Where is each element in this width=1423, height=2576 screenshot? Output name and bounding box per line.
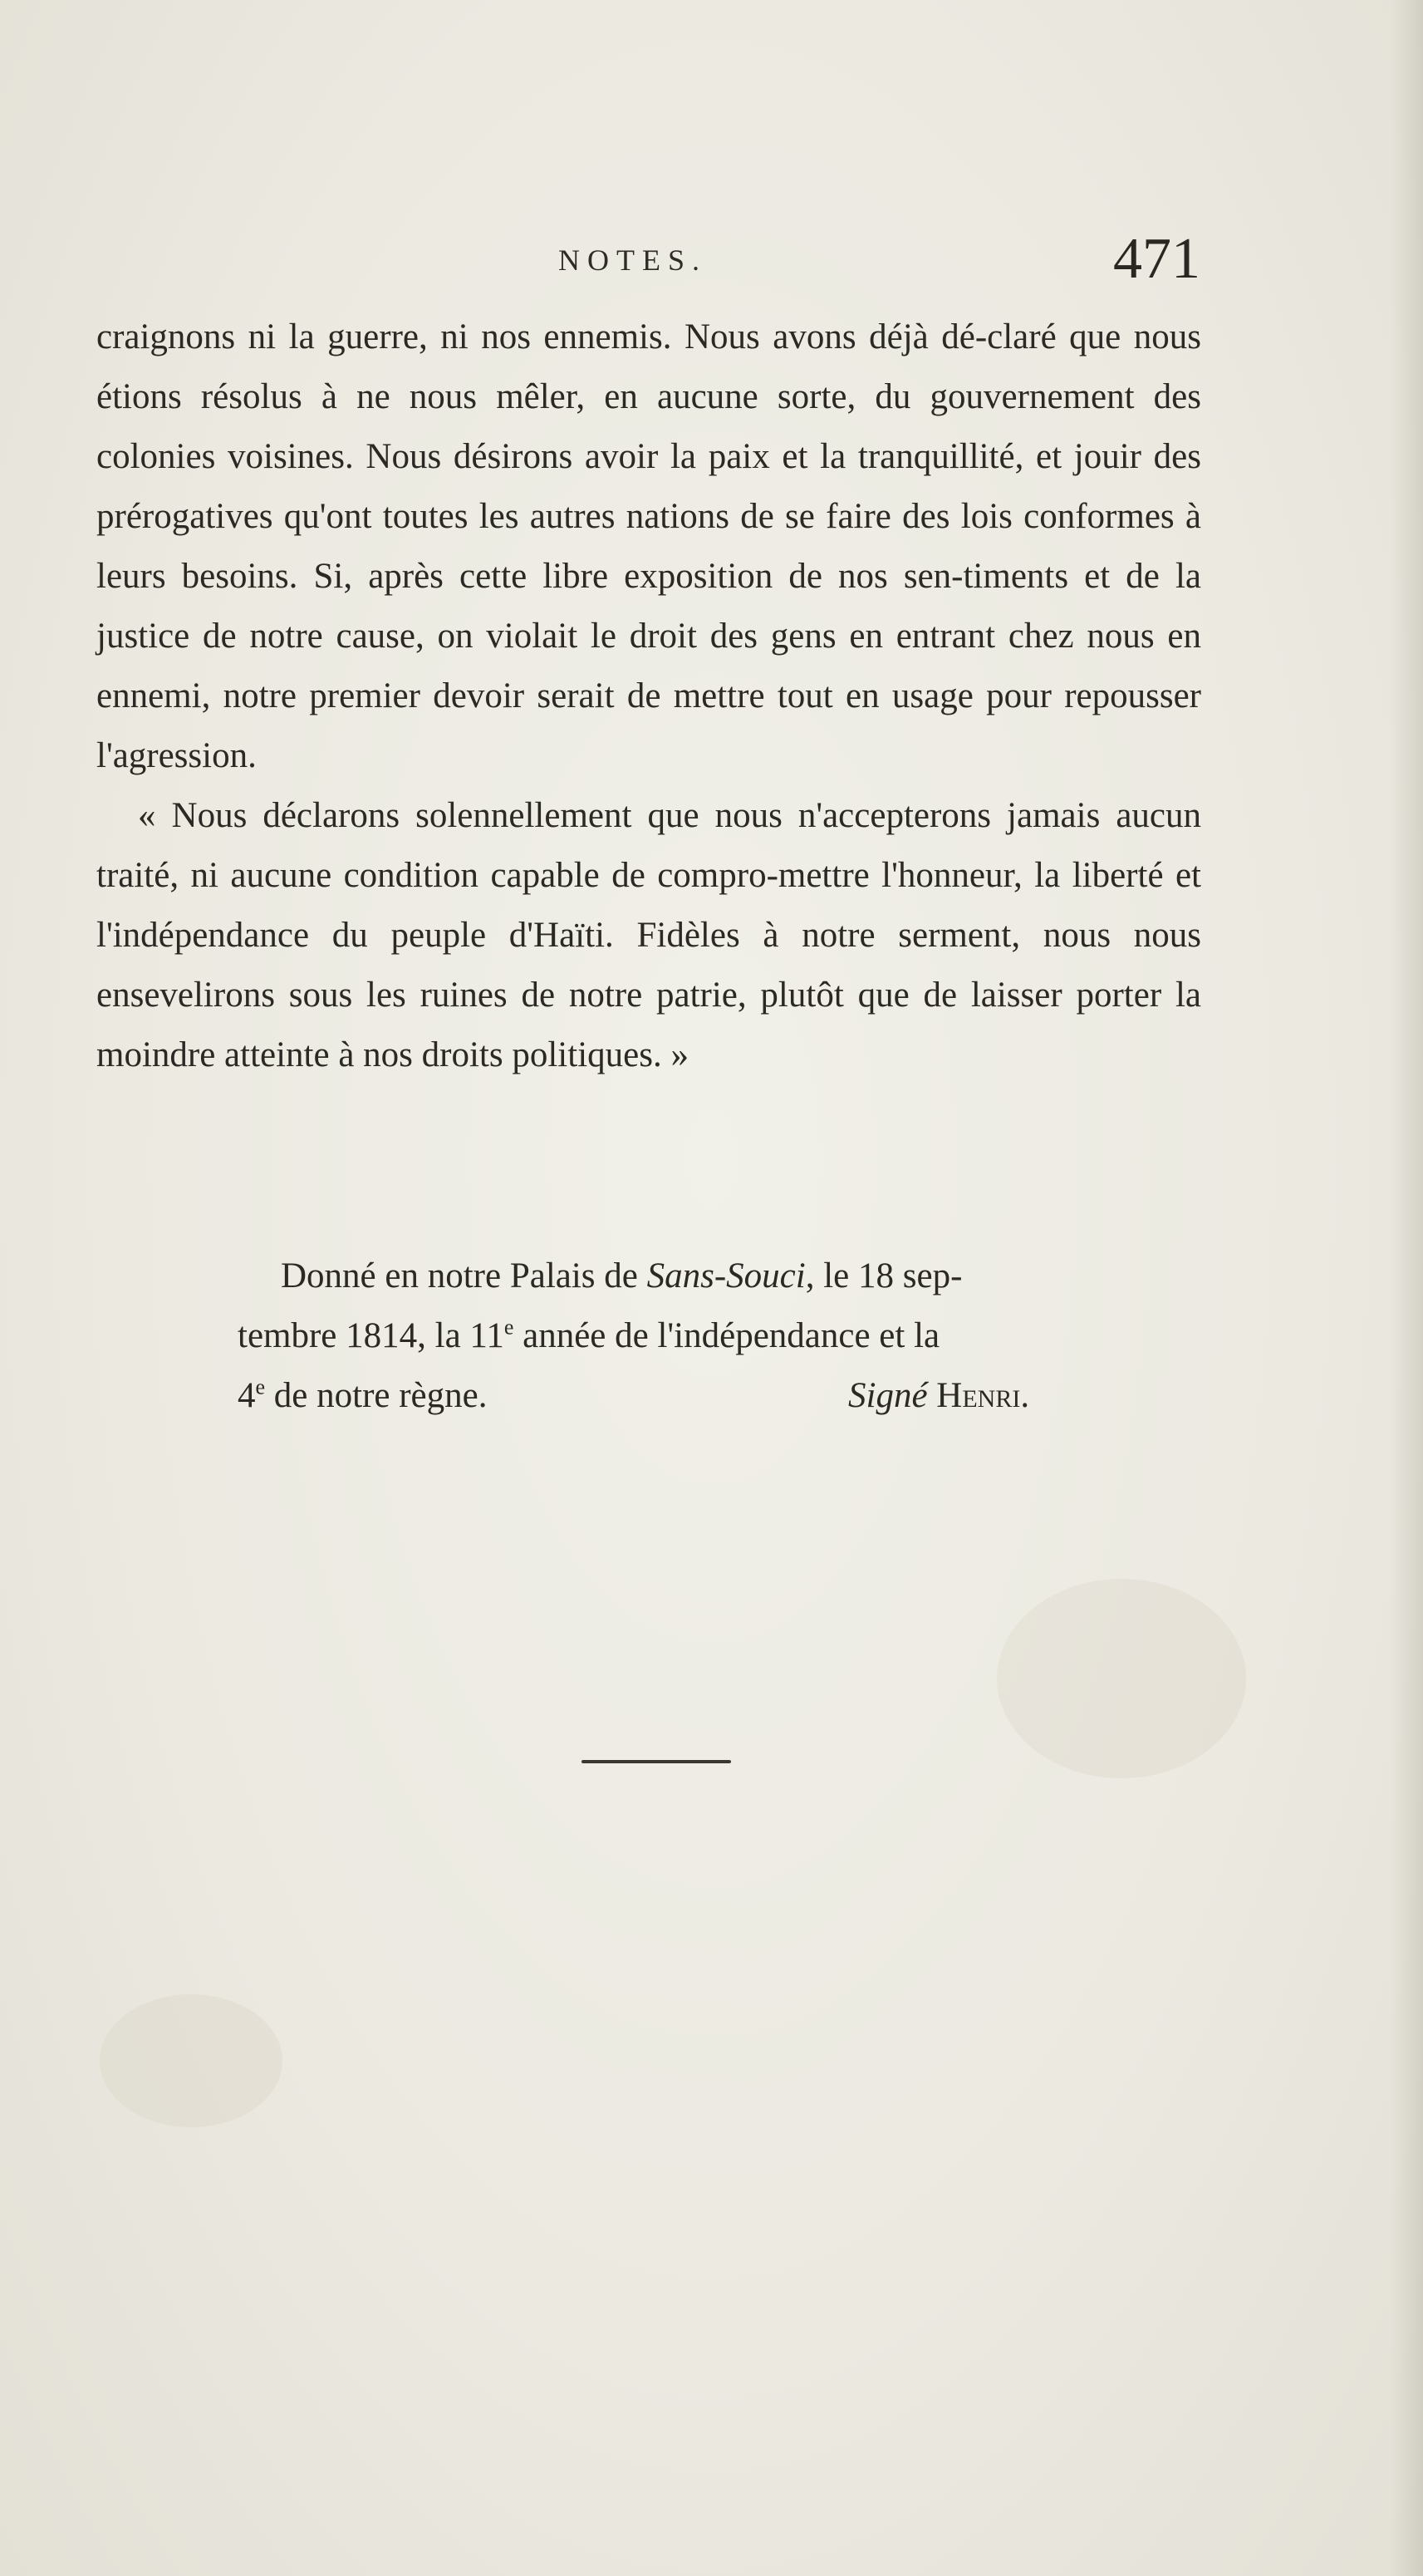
signed-label: Signé	[848, 1376, 928, 1415]
signed-name: Henri.	[936, 1376, 1030, 1415]
page-header	[0, 226, 1423, 301]
paragraph: « Nous déclarons solennellement que nous n'accepterons jamais aucun traité, ni aucune condition capable de compro-mettre l'honneur, la liberté et l'indépendance du peuple d'Haïti. Fidèles à notre serment, nous nous ensevelirons sous les ruines de notre patrie, plutôt que de laisser porter la moindre atteinte à nos droits politiques. »	[96, 796, 1201, 1074]
paragraph: craignons ni la guerre, ni nos ennemis. Nous avons déjà dé-claré que nous étions résolus à ne nous mêler, en aucune sorte, du gouvernement des colonies voisines. Nous désirons avoir la paix et la tranquillité, et jouir des prérogatives qu'ont toutes les autres nations de se faire des lois conformes à leurs besoins. Si, après cette libre exposition de nos sen-timents et de la justice de notre cause, on violait le droit des gens en entrant chez nous en ennemi, notre premier devoir serait de mettre tout en usage pour repousser l'agression.	[96, 317, 1201, 775]
signature-text: de notre règne.	[265, 1376, 488, 1415]
signature-text: Donné en notre Palais de	[281, 1256, 647, 1295]
paper-stain	[997, 1579, 1246, 1778]
running-head: NOTES.	[558, 243, 707, 277]
page-number: 471	[1113, 227, 1200, 291]
body-text	[96, 307, 1201, 1085]
signature-line	[238, 1306, 1201, 1366]
signature-line	[238, 1246, 1201, 1306]
signed-by	[848, 1366, 1029, 1426]
superscript: e	[503, 1315, 514, 1340]
signature-text: tembre 1814, la 11	[238, 1316, 504, 1355]
signature-block	[238, 1246, 1201, 1426]
signature-text: année de l'indépendance et la	[513, 1316, 940, 1355]
place-name: Sans-Souci	[646, 1256, 806, 1295]
signature-text: , le 18 sep-	[805, 1256, 963, 1295]
page-edge-shadow	[1390, 0, 1423, 2576]
signature-text: 4	[238, 1376, 256, 1415]
closing-rule	[581, 1760, 731, 1763]
signature-line	[238, 1366, 1118, 1426]
paper-stain	[100, 1994, 282, 2127]
superscript: e	[255, 1374, 266, 1399]
